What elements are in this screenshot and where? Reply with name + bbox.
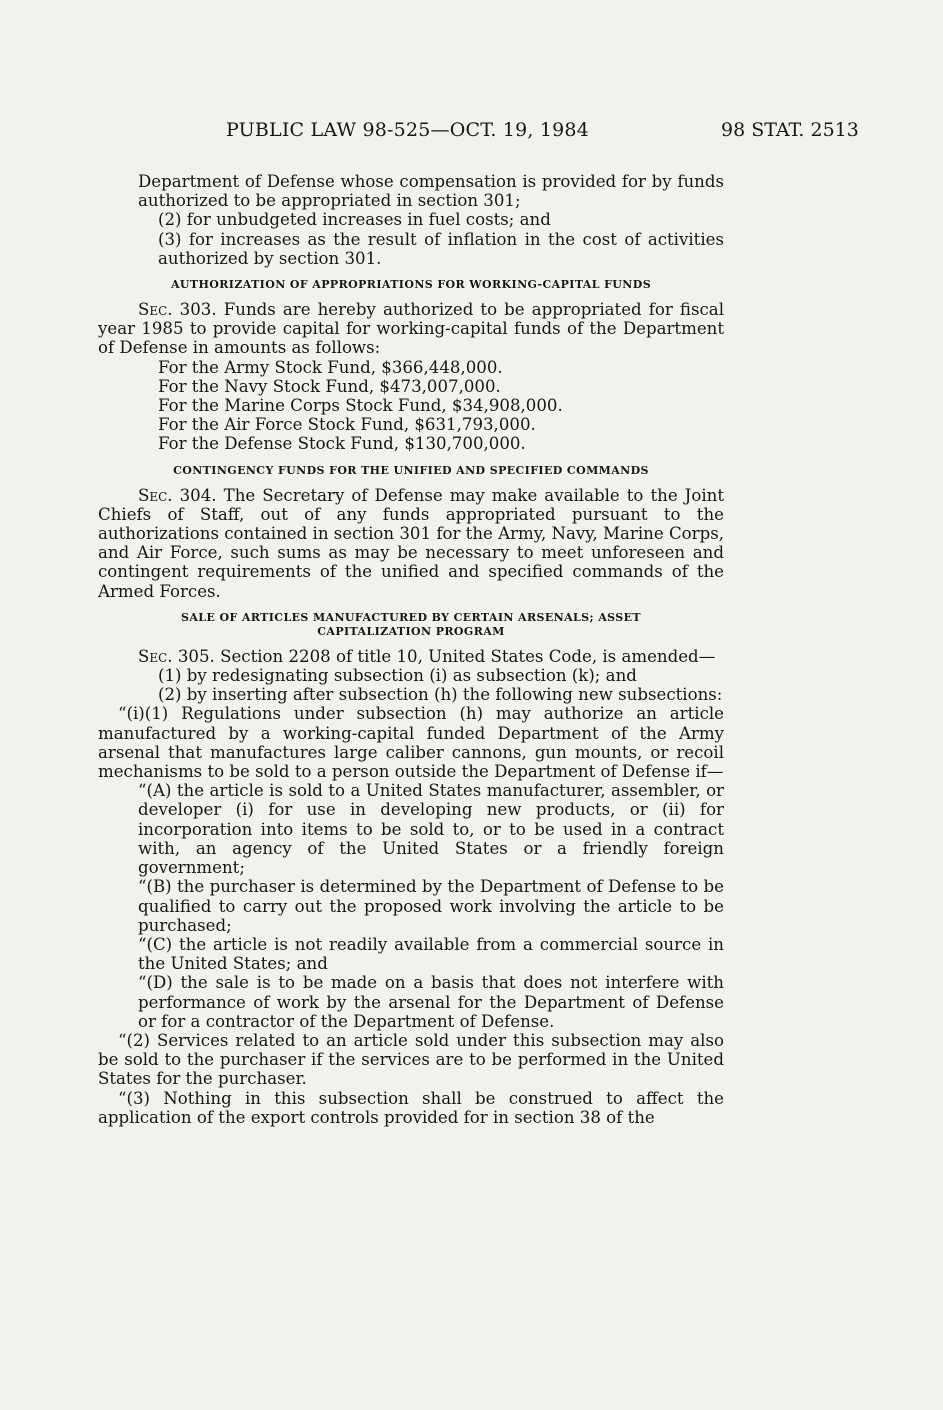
section-label: Sec. 304. — [138, 485, 217, 505]
document-body — [98, 172, 724, 1127]
paragraph: Department of Defense whose compensation is provided for by funds authorized to be appropriated in section 301; — [138, 172, 724, 211]
section-text: The Secretary of Defense may make available to the Joint Chiefs of Staff, out of any funds appropriated pursuant to the authorizations contained in section 301 for the Army, Navy, Marine Corps, and Air Force, such sums as may be necessary to meet unforeseen and contingent requirements of the unified and specified commands of the Armed Forces. — [98, 485, 724, 601]
section-303 — [98, 300, 724, 358]
list-item: For the Army Stock Fund, $366,448,000. — [158, 357, 503, 377]
section-heading: AUTHORIZATION OF APPROPRIATIONS FOR WORKING-CAPITAL FUNDS — [170, 278, 652, 292]
paragraph: (2) by inserting after subsection (h) the following new subsections: — [158, 685, 723, 705]
list-item: For the Air Force Stock Fund, $631,793,000. — [158, 415, 536, 435]
list-item: For the Defense Stock Fund, $130,700,000. — [158, 434, 526, 454]
paragraph: “(2) Services related to an article sold under this subsection may also be sold to the purchaser if the services are to be performed in the United States for the purchaser. — [98, 1030, 724, 1089]
section-heading: SALE OF ARTICLES MANUFACTURED BY CERTAIN ARSENALS; ASSET CAPITALIZATION PROGRAM — [181, 610, 641, 638]
paragraph: “(A) the article is sold to a United States manufacturer, assembler, or developer (i) for use in developing new products, or (ii) for incorporation into items to be sold to, or to be used in a contract with, an agency of the United States or a friendly foreign government; — [138, 781, 724, 878]
section-label: Sec. 305. — [138, 646, 215, 666]
list-item: For the Navy Stock Fund, $473,007,000. — [158, 376, 501, 396]
section-text: Section 2208 of title 10, United States Code, is amended— — [214, 646, 716, 666]
paragraph: “(i)(1) Regulations under subsection (h) may authorize an article manufactured by a working-capital funded Department of the Army arsenal that manufactures large caliber cannons, gun mounts, or recoil mechanisms to be sold to a person outside the Department of Defense if— — [98, 704, 724, 782]
section-304 — [98, 486, 724, 601]
paragraph: “(C) the article is not readily available from a commercial source in the United States; and — [138, 934, 724, 974]
paragraph: “(3) Nothing in this subsection shall be construed to affect the application of the export controls provided for in section 38 of the — [98, 1088, 724, 1127]
section-label: Sec. 303. — [138, 300, 217, 320]
paragraph: (3) for increases as the result of inflation in the cost of activities authorized by section 301. — [158, 229, 724, 268]
paragraph: (2) for unbudgeted increases in fuel costs; and — [158, 210, 551, 230]
paragraph: “(D) the sale is to be made on a basis that does not interfere with performance of work by the arsenal for the Department of Defense or for a contractor of the Department of Defense. — [138, 973, 724, 1031]
section-305 — [98, 647, 724, 666]
section-text: Funds are hereby authorized to be appropriated for fiscal year 1985 to provide capital for working-capital funds of the Department of Defense in amounts as follows: — [98, 300, 724, 358]
list-item: For the Marine Corps Stock Fund, $34,908,000. — [158, 396, 563, 416]
section-heading: CONTINGENCY FUNDS FOR THE UNIFIED AND SPECIFIED COMMANDS — [173, 463, 649, 477]
paragraph: “(B) the purchaser is determined by the Department of Defense to be qualified to carry out the proposed work involving the article to be purchased; — [138, 877, 724, 935]
page-header-stat: 98 STAT. 2513 — [721, 119, 859, 141]
page-header-title: PUBLIC LAW 98-525—OCT. 19, 1984 — [226, 119, 590, 141]
paragraph: (1) by redesignating subsection (i) as subsection (k); and — [158, 666, 637, 686]
